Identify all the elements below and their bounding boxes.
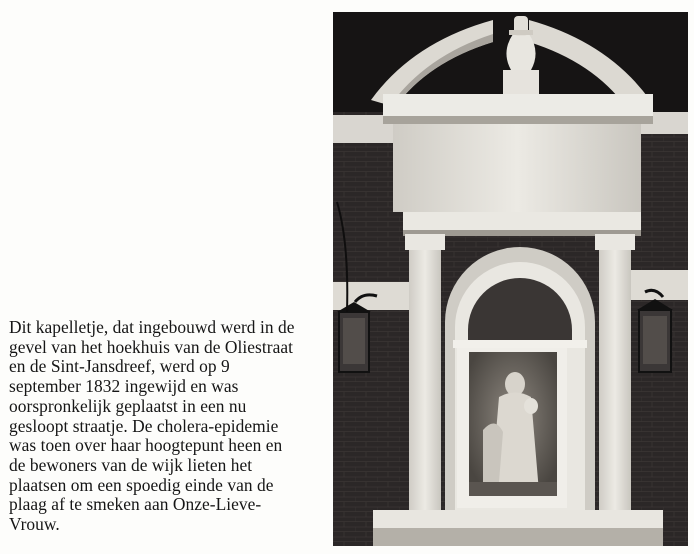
statue-display-case bbox=[457, 348, 567, 508]
chapel-photo bbox=[333, 12, 688, 546]
sill-shadow bbox=[373, 528, 663, 546]
frieze bbox=[393, 124, 641, 212]
chapel-illustration bbox=[333, 12, 688, 546]
sill bbox=[373, 510, 663, 528]
cornice-shadow bbox=[383, 116, 653, 124]
cornice bbox=[383, 94, 653, 116]
photo-caption: Dit kapelletje, dat ingebouwd werd in de gevel van het hoekhuis van de Oliestraat en de Sint-Jansdreef, werd op 9 september 1832 ingewijd en was oorspronkelijk geplaatst in een nu gesloopt straatje. De cholera-epidemie was toen over haar hoogtepunt heen en de bewoners van de wijk lieten het plaatsen om een spoedig einde van de plaag af te smeken aan Onze-Lieve- Vrouw. bbox=[9, 317, 295, 535]
lintel bbox=[403, 212, 641, 230]
